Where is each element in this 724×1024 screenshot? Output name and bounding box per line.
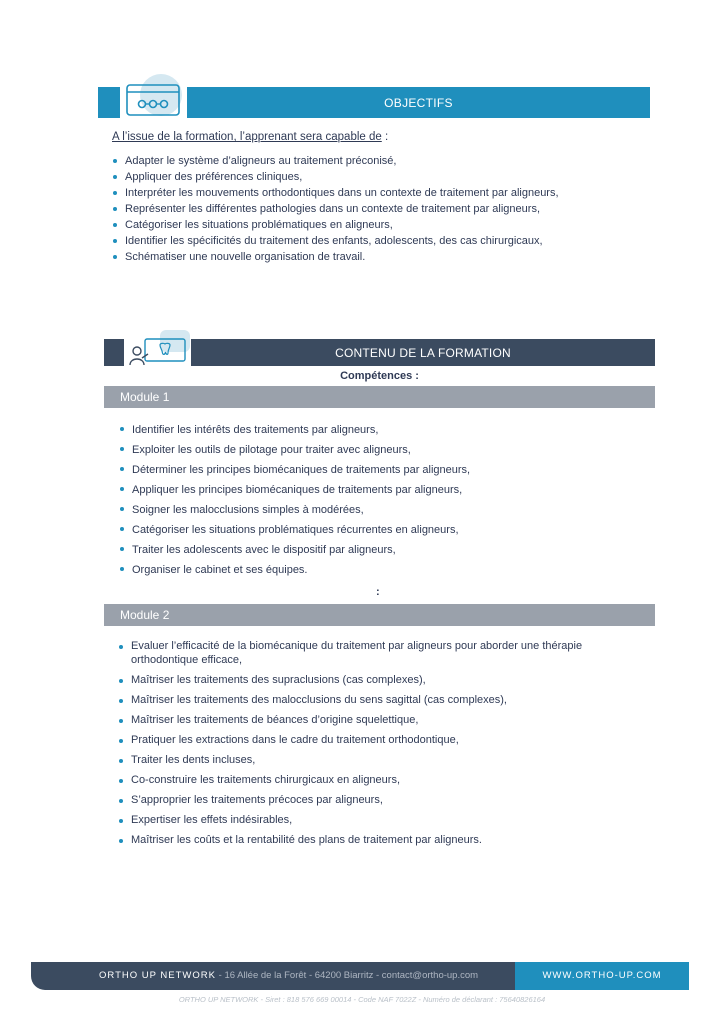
list-item: Maîtriser les traitements des supraclusions (cas complexes), bbox=[119, 673, 639, 687]
teacher-board-tooth-icon bbox=[128, 336, 194, 366]
contenu-header bbox=[104, 330, 655, 366]
list-item: Adapter le système d’aligneurs au traitement préconisé, bbox=[113, 153, 559, 169]
list-item: S’approprier les traitements précoces par aligneurs, bbox=[119, 793, 639, 807]
contenu-accent-block bbox=[104, 339, 124, 366]
footer bbox=[31, 962, 689, 990]
list-item: Expertiser les effets indésirables, bbox=[119, 813, 639, 827]
module-2-bar: Module 2 bbox=[104, 604, 655, 626]
objectifs-accent-block bbox=[98, 87, 120, 118]
module-separator: : bbox=[376, 586, 380, 598]
list-item: Soigner les malocclusions simples à modérées, bbox=[120, 501, 470, 521]
module-1-bar: Module 1 bbox=[104, 386, 655, 408]
list-item: Organiser le cabinet et ses équipes. bbox=[120, 561, 470, 581]
footer-website-link[interactable]: WWW.ORTHO-UP.COM bbox=[515, 962, 689, 990]
footer-brand: ORTHO UP NETWORK bbox=[99, 970, 216, 981]
objectifs-list bbox=[113, 153, 559, 265]
module-2-list bbox=[119, 639, 639, 853]
contenu-title: CONTENU DE LA FORMATION bbox=[191, 339, 655, 366]
competences-heading: Compétences : bbox=[340, 370, 419, 382]
module-1-list bbox=[120, 421, 470, 581]
list-item: Identifier les intérêts des traitements par aligneurs, bbox=[120, 421, 470, 441]
objectifs-intro-text: A l’issue de la formation, l’apprenant sera capable de bbox=[112, 131, 382, 143]
footer-contact-bar bbox=[31, 962, 515, 990]
list-item: Catégoriser les situations problématiques récurrentes en aligneurs, bbox=[120, 521, 470, 541]
list-item: Identifier les spécificités du traitement des enfants, adolescents, des cas chirurgicaux, bbox=[113, 233, 559, 249]
objectifs-intro-suffix: : bbox=[381, 131, 389, 143]
list-item: Déterminer les principes biomécaniques de traitements par aligneurs, bbox=[120, 461, 470, 481]
list-item: Traiter les adolescents avec le dispositif par aligneurs, bbox=[120, 541, 470, 561]
objectifs-intro bbox=[112, 131, 388, 143]
footer-legal-text: ORTHO UP NETWORK - Siret : 818 576 669 00014 - Code NAF 7022Z - Numéro de déclarant : 75640826164 bbox=[178, 995, 546, 1004]
list-item: Catégoriser les situations problématiques en aligneurs, bbox=[113, 217, 559, 233]
objectifs-header bbox=[98, 74, 650, 118]
list-item: Maîtriser les traitements des malocclusions du sens sagittal (cas complexes), bbox=[119, 693, 639, 707]
browser-window-icon bbox=[124, 83, 182, 117]
list-item: Schématiser une nouvelle organisation de travail. bbox=[113, 249, 559, 265]
list-item: Appliquer des préférences cliniques, bbox=[113, 169, 559, 185]
footer-address: - 16 Allée de la Forêt - 64200 Biarritz - contact@ortho-up.com bbox=[216, 970, 479, 981]
list-item: Maîtriser les traitements de béances d’origine squelettique, bbox=[119, 713, 639, 727]
list-item: Représenter les différentes pathologies dans un contexte de traitement par aligneurs, bbox=[113, 201, 559, 217]
objectifs-title: OBJECTIFS bbox=[187, 87, 650, 118]
list-item: Appliquer les principes biomécaniques de traitements par aligneurs, bbox=[120, 481, 470, 501]
list-item: Maîtriser les coûts et la rentabilité des plans de traitement par aligneurs. bbox=[119, 833, 639, 847]
list-item: Evaluer l’efficacité de la biomécanique du traitement par aligneurs pour aborder une thérapie orthodontique efficace, bbox=[119, 639, 639, 667]
list-item: Exploiter les outils de pilotage pour traiter avec aligneurs, bbox=[120, 441, 470, 461]
list-item: Co-construire les traitements chirurgicaux en aligneurs, bbox=[119, 773, 639, 787]
list-item: Interpréter les mouvements orthodontiques dans un contexte de traitement par aligneurs, bbox=[113, 185, 559, 201]
list-item: Traiter les dents incluses, bbox=[119, 753, 639, 767]
list-item: Pratiquer les extractions dans le cadre du traitement orthodontique, bbox=[119, 733, 639, 747]
